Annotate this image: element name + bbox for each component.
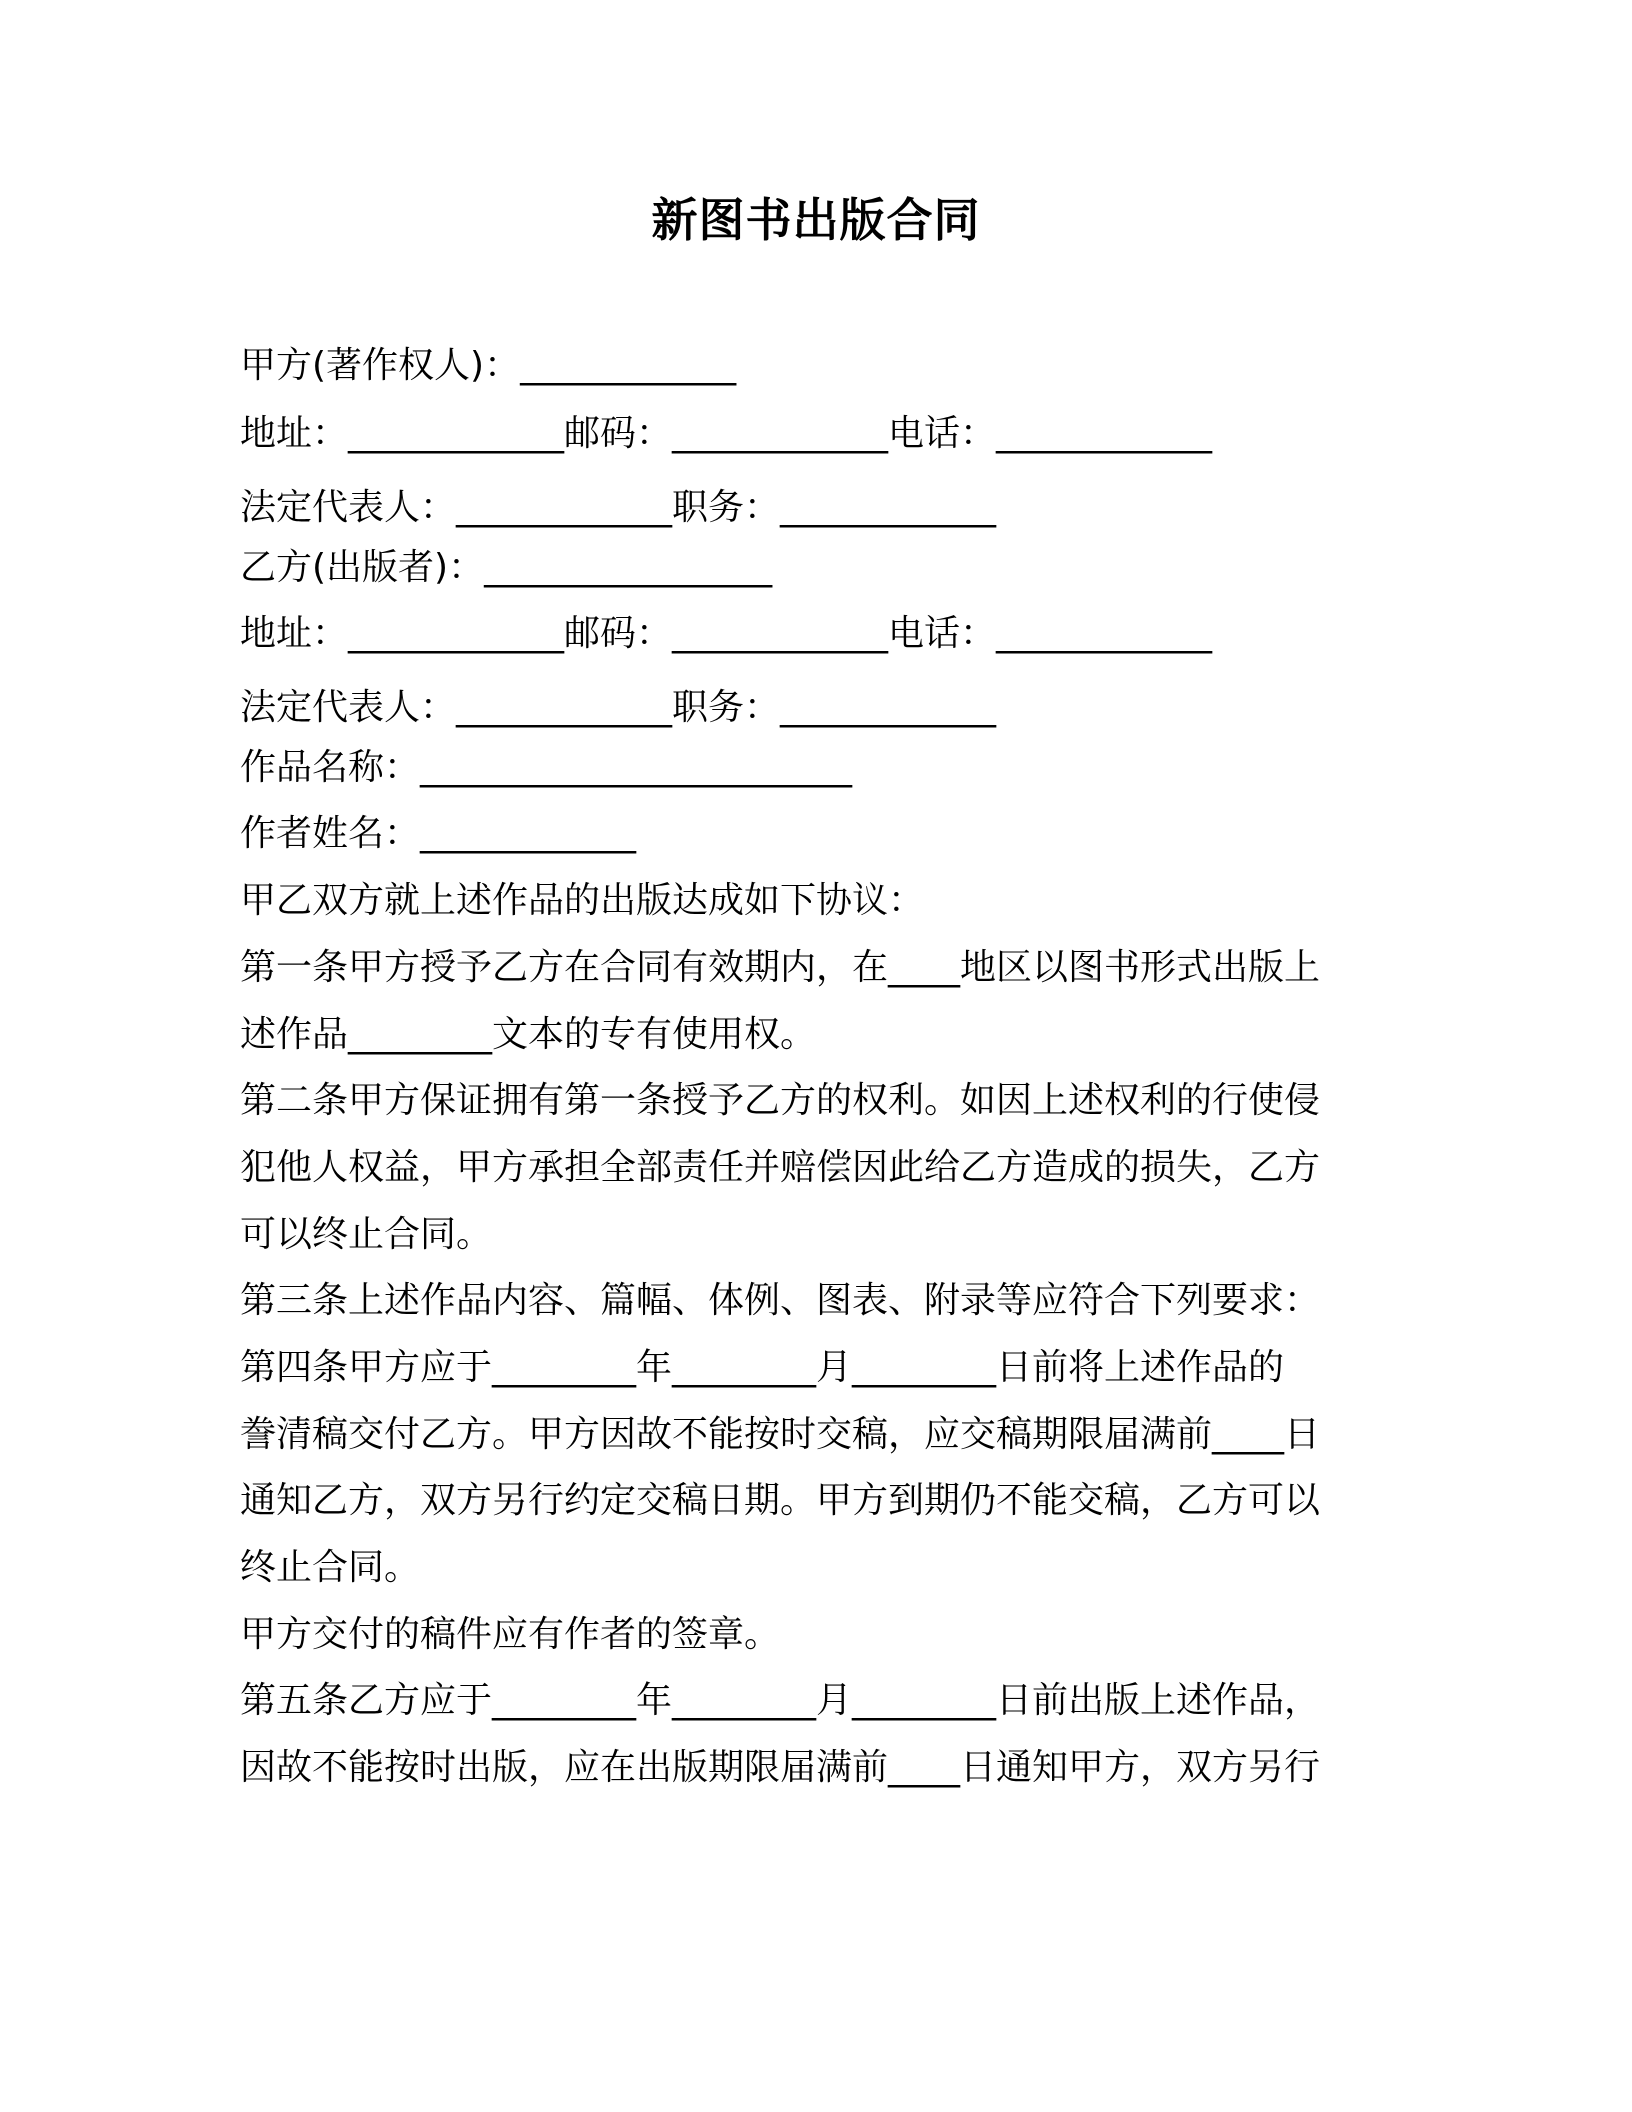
party-b-representative-line: 法定代表人：____________职务：____________ xyxy=(240,687,997,728)
party-b-line: 乙方(出版者)：________________ xyxy=(240,547,773,588)
party-a-line: 甲方(著作权人)：____________ xyxy=(240,345,737,386)
clause-2-line-2: 犯他人权益，甲方承担全部责任并赔偿因此给乙方造成的损失，乙方 xyxy=(240,1147,1321,1188)
party-a-representative-line: 法定代表人：____________职务：____________ xyxy=(240,487,997,528)
clause-4-line-4: 终止合同。 xyxy=(240,1547,421,1588)
party-a-address-line: 地址：____________邮码：____________电话：____________ xyxy=(240,413,1213,454)
clause-3-line-1: 第三条上述作品内容、篇幅、体例、图表、附录等应符合下列要求： xyxy=(240,1280,1321,1321)
clause-5-line-2: 因故不能按时出版，应在出版期限届满前____日通知甲方，双方另行 xyxy=(240,1747,1321,1788)
clause-2-line-1: 第二条甲方保证拥有第一条授予乙方的权利。如因上述权利的行使侵 xyxy=(240,1080,1321,1121)
clause-1-line-1: 第一条甲方授予乙方在合同有效期内，在____地区以图书形式出版上 xyxy=(240,947,1321,988)
document-title: 新图书出版合同 xyxy=(651,193,981,247)
signature-note-line: 甲方交付的稿件应有作者的签章。 xyxy=(240,1614,781,1655)
agreement-intro-line: 甲乙双方就上述作品的出版达成如下协议： xyxy=(240,880,925,921)
clause-1-line-2: 述作品________文本的专有使用权。 xyxy=(240,1014,817,1055)
clause-5-line-1: 第五条乙方应于________年________月________日前出版上述作品， xyxy=(240,1680,1321,1721)
work-title-line: 作品名称：________________________ xyxy=(240,747,853,788)
party-b-address-line: 地址：____________邮码：____________电话：____________ xyxy=(240,613,1213,654)
author-name-line: 作者姓名：____________ xyxy=(240,813,637,854)
clause-4-line-3: 通知乙方，双方另行约定交稿日期。甲方到期仍不能交稿，乙方可以 xyxy=(240,1480,1321,1521)
clause-2-line-3: 可以终止合同。 xyxy=(240,1214,493,1255)
clause-4-line-2: 誊清稿交付乙方。甲方因故不能按时交稿，应交稿期限届满前____日 xyxy=(240,1414,1321,1455)
clause-4-line-1: 第四条甲方应于________年________月________日前将上述作品的 xyxy=(240,1347,1285,1388)
